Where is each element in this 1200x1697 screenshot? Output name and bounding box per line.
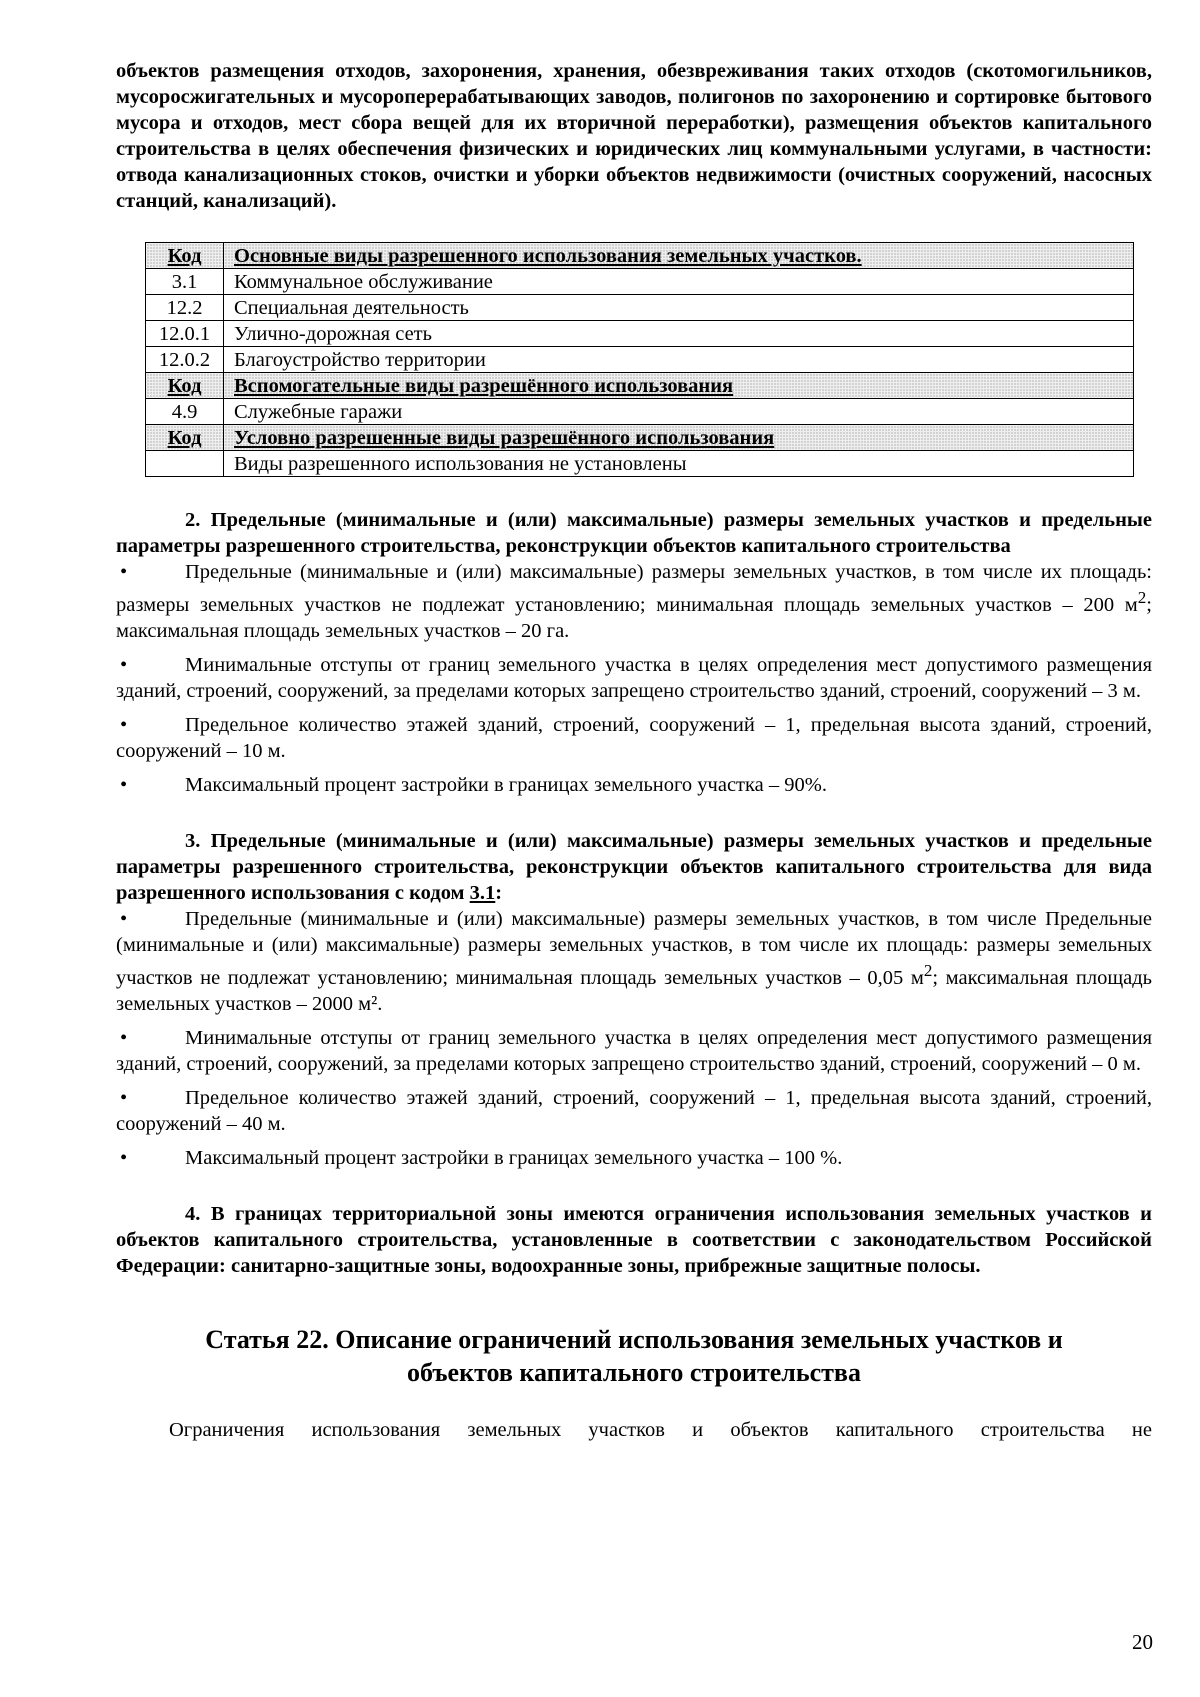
bullet-icon: • <box>120 907 128 930</box>
intro-paragraph: объектов размещения отходов, захоронения, хранения, обезвреживания таких отходов (скотомогильников, мусоросжигательных и мусороперерабатывающих заводов, полигонов по захоронению и сортировке бытового мусора и отходов, мест сбора вещей для их вторичной переработки), размещения объектов капитального строительства в целях обеспечения физических и юридических лиц коммунальными услугами, в частности: отвода канализационных стоков, очистки и уборки объектов недвижимости (очистных сооружений, насосных станций, канализаций). <box>116 60 1152 212</box>
land-use-table <box>145 242 1134 477</box>
section-3 <box>116 828 1152 1171</box>
bullet-text: Предельные (минимальные и (или) максимальные) размеры земельных участков, в том числе их площадь: размеры земельных участков не подлежат установлению; минимальная площадь земельных участков – 200 м <box>116 561 1152 616</box>
aux-uses-header: Вспомогательные виды разрешённого использования <box>224 373 1134 399</box>
bullet-icon: • <box>120 653 128 676</box>
bullet-text: ; максимальная площадь земельных участков – 20 га. <box>116 593 1152 642</box>
main-uses-header-row <box>146 243 1134 269</box>
row-code: 12.2 <box>146 295 224 321</box>
bullet-text: Предельное количество этажей зданий, строений, сооружений – 1, предельная высота зданий, строений, сооружений – 40 м. <box>116 1086 1152 1135</box>
section-2-title: 2. Предельные (минимальные и (или) максимальные) размеры земельных участков и предельные параметры разрешенного строительства, реконструкции объектов капитального строительства <box>116 509 1152 557</box>
list-item <box>116 712 1152 764</box>
row-code: 4.9 <box>146 399 224 425</box>
bullet-icon: • <box>120 1086 128 1109</box>
list-item <box>116 772 1152 798</box>
table-row <box>146 347 1134 373</box>
bullet-icon: • <box>120 1146 128 1169</box>
table-row <box>146 399 1134 425</box>
list-item <box>116 1025 1152 1077</box>
superscript: 2 <box>923 960 933 980</box>
conditional-uses-header-row <box>146 425 1134 451</box>
code-header: Код <box>146 373 224 399</box>
aux-uses-header-row <box>146 373 1134 399</box>
row-name: Благоустройство территории <box>224 347 1134 373</box>
code-header: Код <box>146 243 224 269</box>
section-4-title: 4. В границах территориальной зоны имеются ограничения использования земельных участков и объектов капитального строительства, установленные в соответствии с законодательством Российской Федерации: санитарно-защитные зоны, водоохранные зоны, прибрежные защитные полосы. <box>116 1202 1152 1277</box>
bullet-text: Минимальные отступы от границ земельного участка в целях определения мест допустимого размещения зданий, строений, сооружений, за пределами которых запрещено строительство зданий, строений, сооружений – 3 м. <box>116 653 1152 702</box>
row-name: Служебные гаражи <box>224 399 1134 425</box>
main-uses-header: Основные виды разрешенного использования земельных участков. <box>224 243 1134 269</box>
list-item <box>116 1145 1152 1171</box>
article-heading <box>116 1323 1152 1389</box>
section-3-title <box>116 828 1152 906</box>
table-row <box>146 321 1134 347</box>
bullet-icon: • <box>120 561 128 583</box>
bullet-text: Максимальный процент застройки в границах земельного участка – 100 %. <box>185 1146 843 1169</box>
title-colon: : <box>495 881 503 904</box>
code-header: Код <box>146 425 224 451</box>
bullet-icon: • <box>120 773 128 796</box>
article-body-text: Ограничения использования земельных участков и объектов капитального строительства не <box>169 1418 1152 1441</box>
article-heading-line-1: Статья 22. Описание ограничений использования земельных участков и <box>205 1324 1063 1354</box>
row-name: Коммунальное обслуживание <box>224 269 1134 295</box>
bullet-text: ; максимальная площадь земельных участков – 2000 м². <box>116 966 1152 1015</box>
bullet-text: Максимальный процент застройки в границах земельного участка – 90%. <box>185 773 827 796</box>
row-code: 12.0.1 <box>146 321 224 347</box>
table-row <box>146 451 1134 477</box>
list-item <box>116 906 1152 1017</box>
row-name: Виды разрешенного использования не установлены <box>224 451 1134 477</box>
bullet-text: Предельное количество этажей зданий, строений, сооружений – 1, предельная высота зданий, строений, сооружений – 10 м. <box>116 713 1152 762</box>
table-row <box>146 295 1134 321</box>
section-4 <box>116 1201 1152 1279</box>
bullet-icon: • <box>120 713 128 736</box>
bullet-text: Предельные (минимальные и (или) максимальные) размеры земельных участков, в том числе Предельные (минимальные и (или) максимальные) размеры земельных участков, в том числе их площадь: размеры земельных участков не подлежат установлению; минимальная площадь земельных участков – 0,05 м <box>116 907 1152 989</box>
row-name: Специальная деятельность <box>224 295 1134 321</box>
row-code: 3.1 <box>146 269 224 295</box>
row-name: Улично-дорожная сеть <box>224 321 1134 347</box>
page-content <box>116 58 1152 1443</box>
bullet-text: Минимальные отступы от границ земельного участка в целях определения мест допустимого размещения зданий, строений, сооружений, за пределами которых запрещено строительство зданий, строений, сооружений – 0 м. <box>116 1026 1152 1075</box>
code-reference: 3.1 <box>469 881 496 904</box>
article-heading-line-2: объектов капитального строительства <box>407 1357 861 1387</box>
list-item <box>116 1085 1152 1137</box>
section-3-title-text: 3. Предельные (минимальные и (или) максимальные) размеры земельных участков и предельные параметры разрешенного строительства, реконструкции объектов капитального строительства для вида разрешенного использования с кодом <box>116 829 1152 904</box>
row-code: 12.0.2 <box>146 347 224 373</box>
page-number: 20 <box>1132 1630 1153 1654</box>
table-row <box>146 269 1134 295</box>
list-item <box>116 559 1152 644</box>
conditional-uses-header: Условно разрешенные виды разрешённого использования <box>224 425 1134 451</box>
bullet-icon: • <box>120 1026 128 1049</box>
section-2 <box>116 507 1152 798</box>
row-code <box>146 451 224 477</box>
superscript: 2 <box>1137 588 1147 607</box>
list-item <box>116 652 1152 704</box>
